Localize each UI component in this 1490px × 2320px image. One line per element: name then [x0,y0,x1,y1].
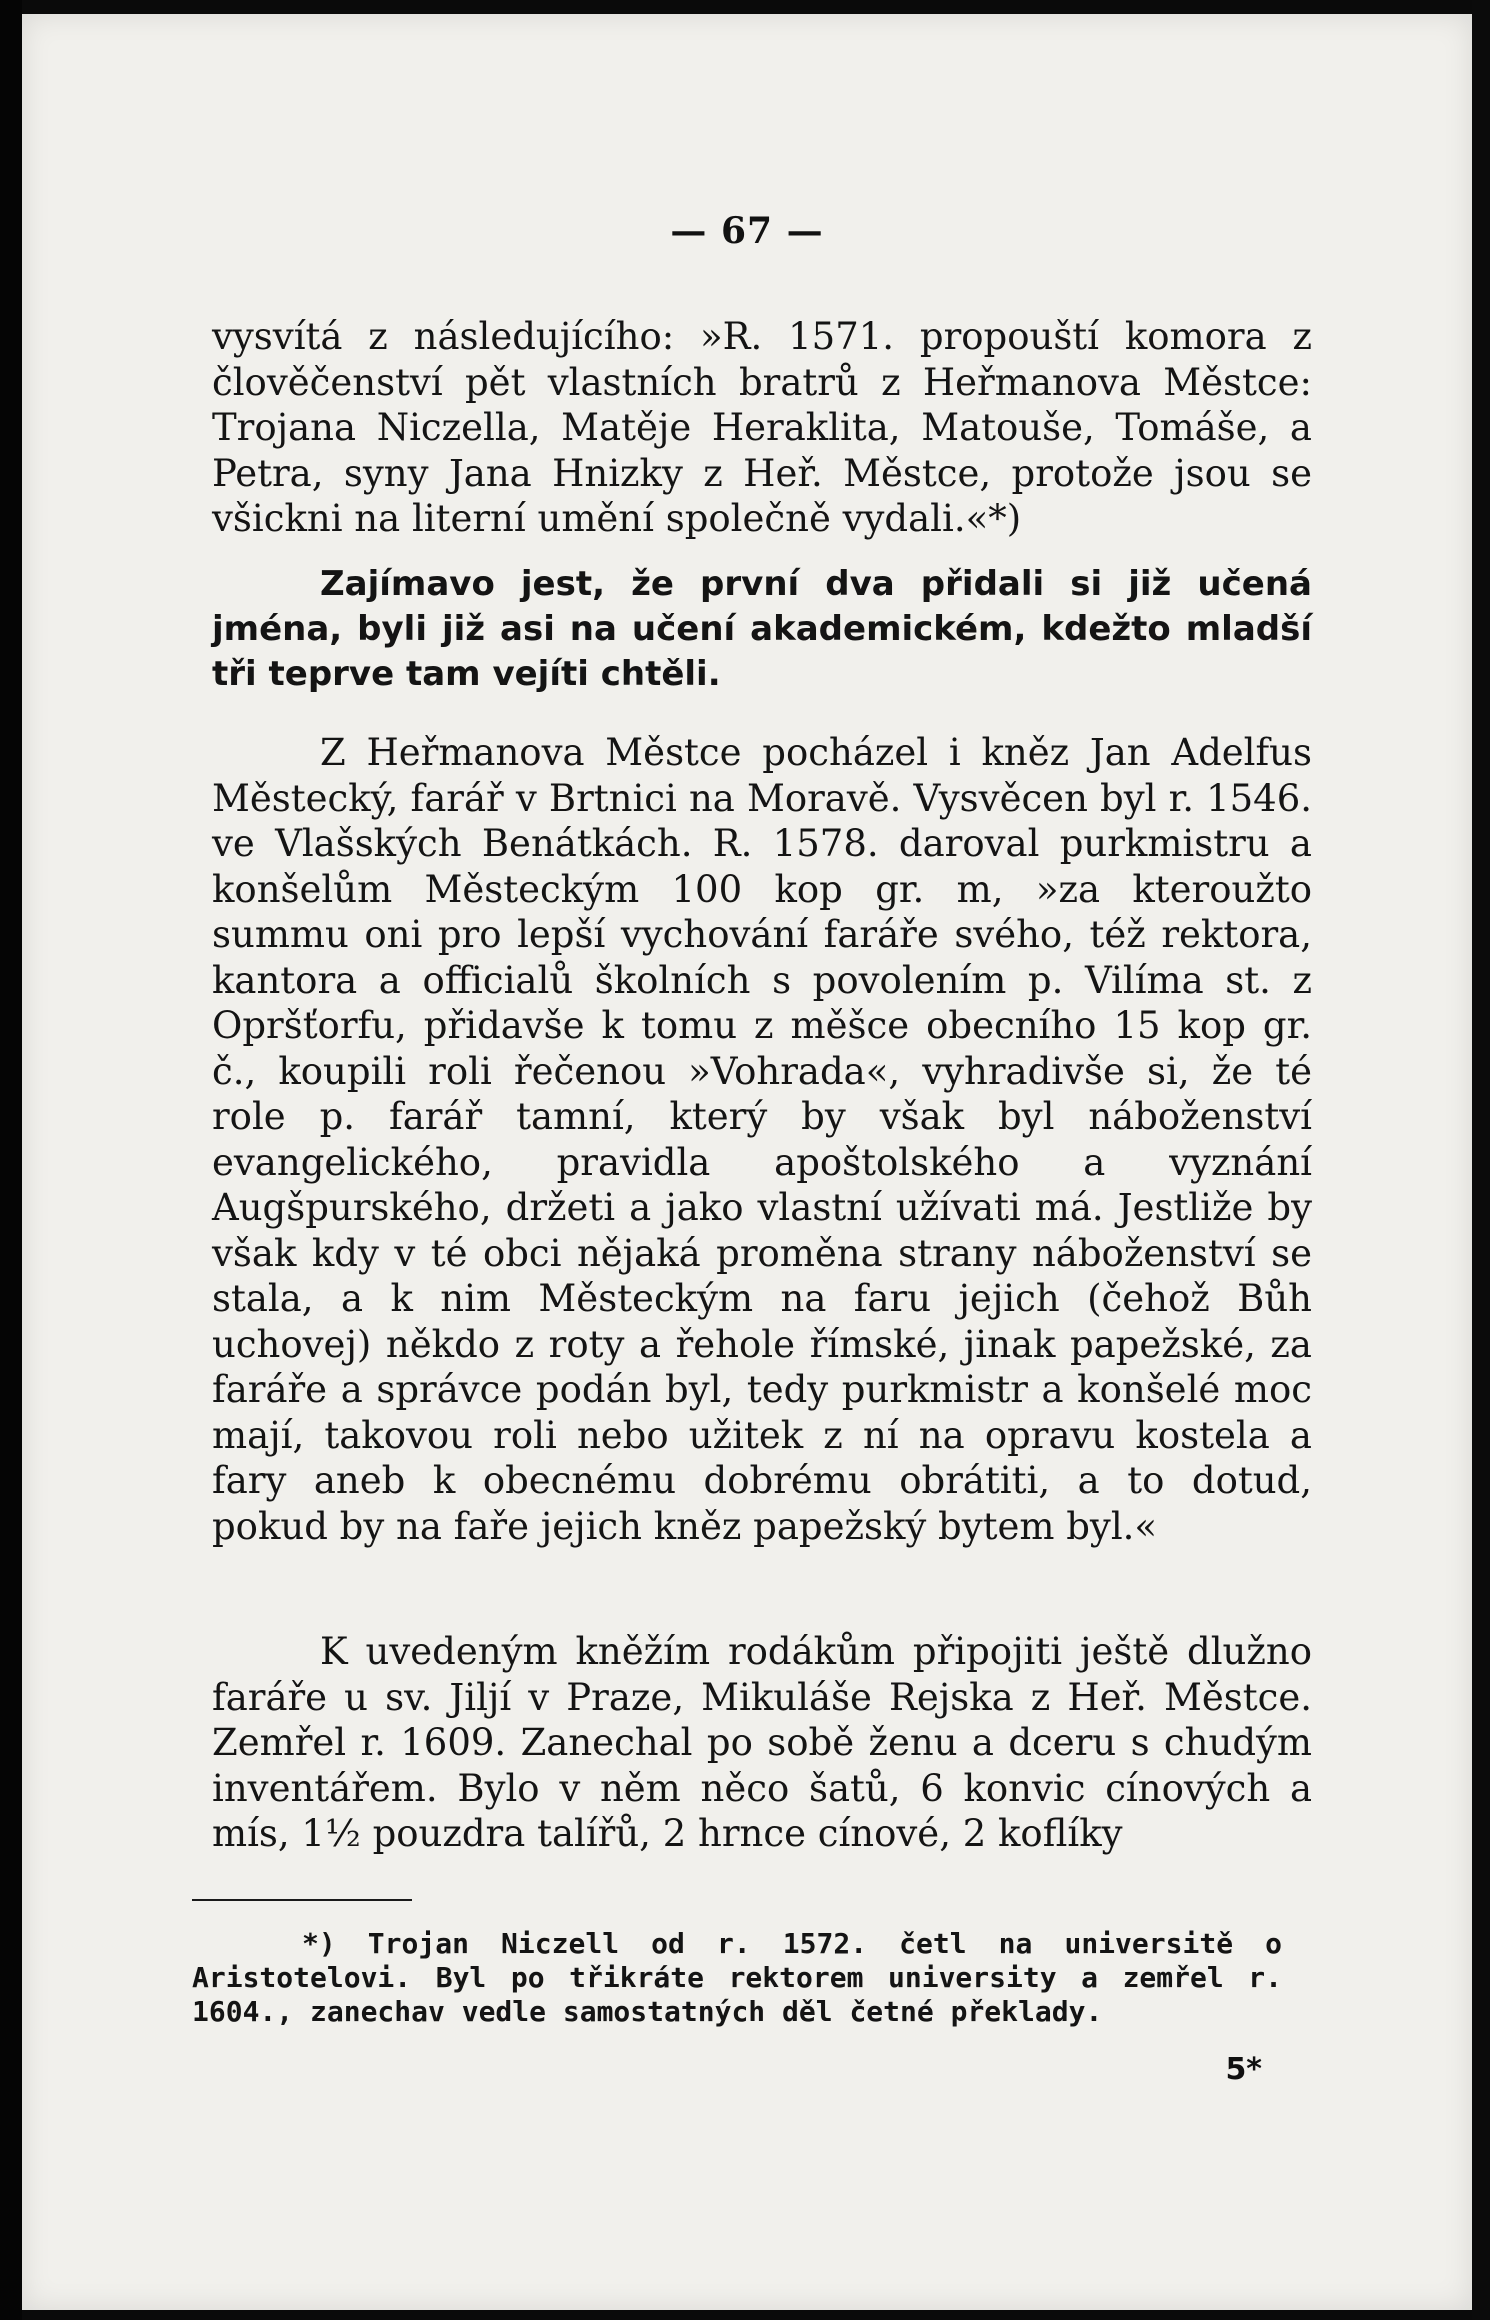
paragraph-3: Z Heřmanova Městce pocházel i kněz Jan Adelfus Městecký, farář v Brtnici na Moravě. Vysvěcen byl r. 1546. ve Vlašských Benátkách. R. 1578. daroval purkmistru a konšelům Městeckým 100 kop gr. m, »za kteroužto summu oni pro lepší vychování faráře svého, též rektora, kantora a officialů školních s povolením p. Vilíma st. z Opršťorfu, přidavše k tomu z měšce obecního 15 kop gr. č., koupili roli řečenou »Vohrada«, vyhradivše si, že té role p. farář tamní, který by však byl náboženství evangelického, pravidla apoštolského a vyznání Augšpurského, držeti a jako vlastní užívati má. Jestliže by však kdy v té obci nějaká proměna strany náboženství se stala, a k nim Městeckým na faru jejich (čehož Bůh uchovej) někdo z roty a řehole římské, jinak papežské, za faráře a správce podán byl, tedy purkmistr a konšelé moc mají, takovou roli nebo užitek z ní na opravu kostela a fary aneb k obecnému dobrému obrátiti, a to dotud, pokud by na faře jejich kněz papežský bytem byl.« [212,731,1312,1548]
paragraph-1: vysvítá z následujícího: »R. 1571. propouští komora z člověčenství pět vlastních bratrů z Heřmanova Městce: Trojana Niczella, Matěje Heraklita, Matouše, Tomáše, a Petra, syny Jana Hnizky z Heř. Městce, protože jsou se všickni na literní umění společně vydali.«*) [212,315,1312,540]
footnote: *) Trojan Niczell od r. 1572. četl na universitě o Aristotelovi. Byl po třikráte rektorem university a zemřel r. 1604., zanechav vedle samostatných děl četné překlady. [192,1927,1282,2028]
paragraph-4: K uvedeným kněžím rodákům připojiti ještě dlužno faráře u sv. Jiljí v Praze, Mikuláše Rejska z Heř. Městce. Zemřel r. 1609. Zanechal po sobě ženu a dceru s chudým inventářem. Bylo v něm něco šatů, 6 konvic cínových a mís, 1½ pouzdra talířů, 2 hrnce cínové, 2 koflíky [212,1630,1312,1855]
paragraph-2: Zajímavo jest, že první dva přidali si již učená jména, byli již asi na učení akademickém, kdežto mladší tři teprve tam vejíti chtěli. [212,564,1312,694]
book-page [22,14,1472,2310]
footnote-separator [192,1899,412,1901]
signature-mark: 5* [1225,2052,1262,2087]
scan-border-left [0,0,22,2320]
page-number: — 67 — [670,210,824,252]
scan-border-right [1472,0,1490,2320]
